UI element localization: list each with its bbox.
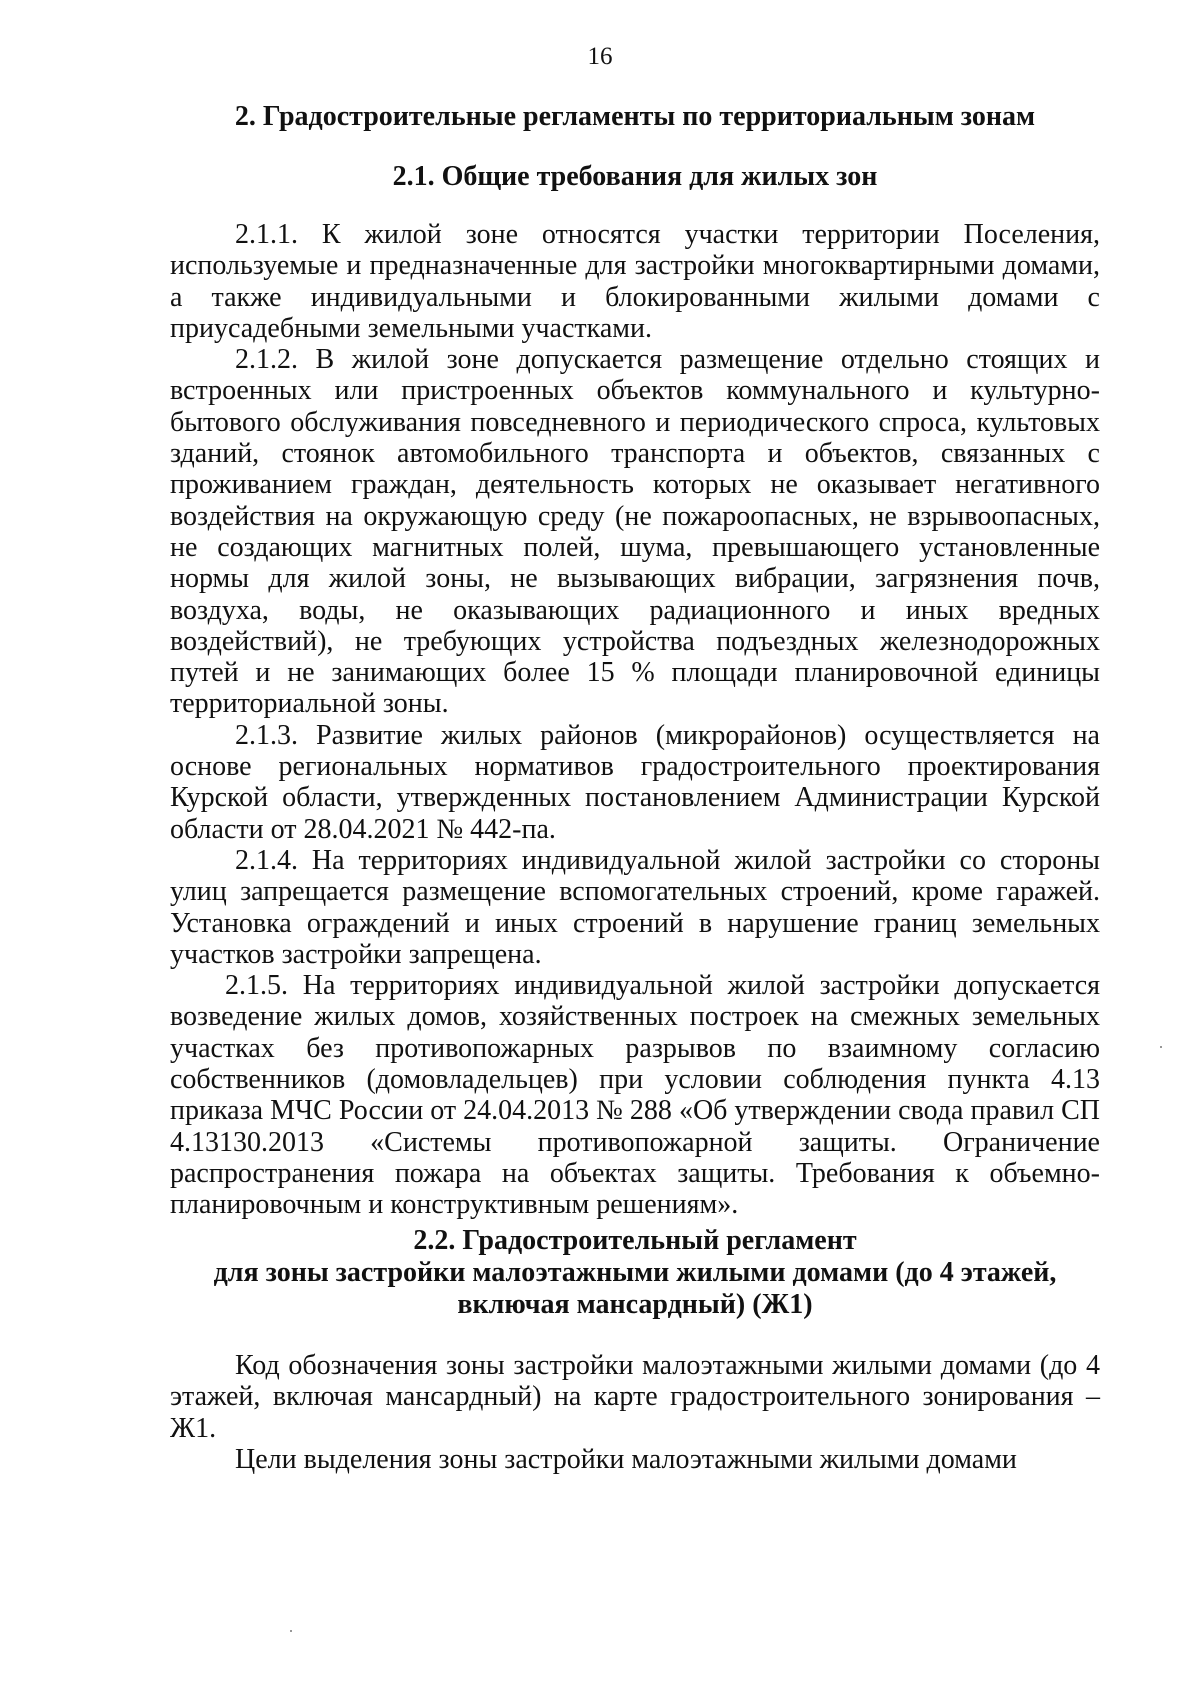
paragraph-2-1-1: 2.1.1. К жилой зоне относятся участки территории Поселения, используемые и предназначенные для застройки многоквартирными домами, а также индивидуальными и блокированными жилыми домами с приусадебными земельными участками. [170,219,1100,344]
section-title: 2. Градостроительные регламенты по территориальным зонам [234,101,1036,132]
subsection-2-title-line-3: включая мансардный) (Ж1) [457,1289,813,1320]
subsection-2-title-line-2: для зоны застройки малоэтажными жилыми домами (до 4 этажей, [213,1257,1057,1288]
paragraph-2-1-4: 2.1.4. На территориях индивидуальной жилой застройки со стороны улиц запрещается размещение вспомогательных строений, кроме гаражей. Установка ограждений и иных строений в нарушение границ земельных участков застройки запрещена. [170,844,1100,970]
subsection-2-body [170,1350,1100,1475]
scan-speck [1160,1046,1162,1048]
page-number: 16 [587,43,613,70]
subsection-1-body [170,219,1100,1221]
paragraph-2-1-3: 2.1.3. Развитие жилых районов (микрорайонов) осуществляется на основе региональных нормативов градостроительного проектирования Курской области, утвержденных постановлением Администрации Курской области от 28.04.2021 № 442-па. [170,719,1100,845]
paragraph-zone-goals: Цели выделения зоны застройки малоэтажными жилыми домами [235,1443,1017,1475]
scan-speck [290,1630,292,1632]
subsection-2-title-line-1: 2.2. Градостроительный регламент [413,1225,857,1256]
paragraph-2-1-5: 2.1.5. На территориях индивидуальной жилой застройки допускается возведение жилых домов, хозяйственных построек на смежных земельных участках без противопожарных разрывов по взаимному согласию собственников (домовладельцев) при условии соблюдения пункта 4.13 приказа МЧС России от 24.04.2013 № 288 «Об утверждении свода правил СП 4.13130.2013 «Системы противопожарной защиты. Ограничение распространения пожара на объектах защиты. Требования к объемно-планировочным и конструктивным решениям». [170,970,1100,1221]
subsection-title: 2.1. Общие требования для жилых зон [392,161,878,192]
paragraph-zone-code: Код обозначения зоны застройки малоэтажными жилыми домами (до 4 этажей, включая мансардный) на карте градостроительного зонирования – Ж1. [170,1350,1100,1444]
paragraph-2-1-2: 2.1.2. В жилой зоне допускается размещение отдельно стоящих и встроенных или пристроенных объектов коммунального и культурно-бытового обслуживания повседневного и периодического спроса, культовых зданий, стоянок автомобильного транспорта и объектов, связанных с проживанием граждан, деятельность которых не оказывает негативного воздействия на окружающую среду (не пожароопасных, не взрывоопасных, не создающих магнитных полей, шума, превышающего установленные нормы для жилой зоны, не вызывающих вибрации, загрязнения почв, воздуха, воды, не оказывающих радиационного и иных вредных воздействий), не требующих устройства подъездных железнодорожных путей и не занимающих более 15 % площади планировочной единицы территориальной зоны. [170,344,1100,720]
